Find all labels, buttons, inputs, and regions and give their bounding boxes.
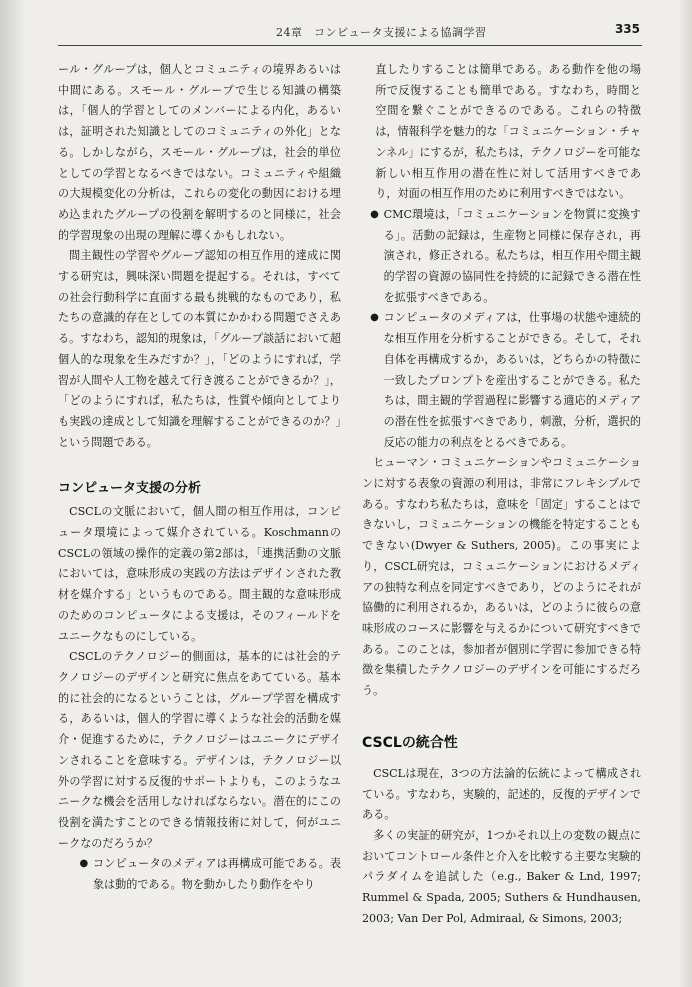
paragraph: 多くの実証的研究が，1つかそれ以上の変数の観点においてコントロール条件と介入を比較する主要な実験的パラダイムを追試した（e.g., Baker & Lnd, 1997; Rummel & Spada, 2005; Suthers & Hundhausen, 2003; Van Der Pol, Admiraal, & Simons, 2003; (362, 828, 641, 925)
paragraph: CSCLのテクノロジー的側面は，基本的には社会的テクノロジーのデザインと研究に焦点をあてている。基本的に社会的になるということは，グループ学習を構成する，あるいは，個人的学習に導くような社会的活動を媒介・促進するために，テクノロジーはユニークにデザインされることを意味する。デザインは，テクノロジー以外の学習に対する反復的サポートよりも，このようなユニークな機会を活用しなければならない。潜在的にこの役割を満たすことのできる情報技術に対して，何がユニークなのだろうか？ (58, 650, 341, 850)
bullet-dot-icon: ● (79, 858, 89, 870)
running-header (58, 22, 640, 44)
bullet-text: コンピュータのメディアは再構成可能である。表象は動的である。物を動かしたり動作をやり (92, 857, 341, 892)
paragraph: ール・グループは，個人とコミュニティの境界あるいは中間にある。スモール・グループで生じる知識の構築は，「個人的学習としてのメンバーによる内化，あるいは，証明された知識としてのコミュニティの外化」となる。しかしながら，スモール・グループは，社会的単位としての学習となるべきではない。コミュニティや組織の大規模変化の分析は，これらの変化の動因における埋め込まれたグループの役割を解明するのと同様に，社会的学習現象の出現の理解に導くかもしれない。 (58, 63, 341, 242)
bullet-item (369, 205, 641, 309)
bullet-item (78, 854, 341, 895)
paragraph: 直したりすることは簡単である。ある動作を他の場所で反復することも簡単である。すなわち，時間と空間を繋ぐことができるのである。これらの特徴は，情報科学を魅力的な「コミュニケーション・チャンネル」にするが，私たちは，テクノロジーを可能な新しい相互作用の潜在性に対して活用すべきであり，対面の相互作用のために利用すべきではない。 (375, 63, 641, 201)
left-column (58, 60, 341, 896)
paragraph: ヒューマン・コミュニケーションやコミュニケーションに対する表象の資源の利用は，非常にフレキシブルである。すなわち私たちは，意味を「固定」することはできないし，コミュニケーションの機能を特定することもできない(Dwyer & Suthers, 2005)。この事実により，CSCL研究は，コミュニケーションにおけるメディアの独特な利点を同定すべきであり，どのようにそれが協働的に利用されるか，あるいは，どのように彼らの意味形成のコースに影響を与えるかについて研究すべきである。このことは，参加者が個別に学習に参加できる特徴を集積したテクノロジーのデザインを可能にするだろう。 (362, 456, 641, 698)
paragraph: 間主観性の学習やグループ認知の相互作用的達成に関する研究は，興味深い問題を提起する。それは，すべての社会行動科学に直面する最も挑戦的なものであり，私たちの意識的存在としての本質にかかわる問題でさえある。すなわち，認知的現象は，「グループ談話において超個人的な現象を生みだすか？」，「どのようにすれば，学習が人間や人工物を越えて行き渡ることができるか？」，「どのようにすれば，私たちは，性質や傾向としてよりも実践の達成として知識を理解することができるのか？」という問題である。 (58, 249, 341, 449)
page-edge-shadow (678, 0, 692, 987)
paragraph: CSCLは現在，3つの方法論的伝統によって構成されている。すなわち，実験的，記述的，反復的デザインである。 (362, 766, 641, 822)
bullet-item (369, 308, 641, 453)
chapter-title: 24章 コンピュータ支援による協調学習 (276, 26, 487, 39)
bullet-text: コンピュータのメディアは，仕事場の状態や連続的な相互作用を分析することができる。そして，それ自体を再構成するか，あるいは，どちらかの特徴に一致したプロンプトを産出することができる。私たちは，間主観的学習過程に影響する適応的メディアの潜在性を拡張すべきであり，刺激，分析，選択的反応の能力の利点をとるべきである。 (383, 311, 641, 449)
bullet-dot-icon: ● (370, 208, 379, 220)
page-gutter-shadow (0, 0, 26, 987)
right-column (362, 60, 641, 929)
bullet-dot-icon: ● (370, 312, 379, 324)
section-heading-cscl-integration: CSCLの統合性 (362, 734, 458, 751)
page-number: 335 (614, 22, 640, 36)
bullet-text: CMC環境は，「コミュニケーションを物質に変換する」。活動の記録は，生産物と同様に保存され，再演され，修正される。私たちは，相互作用や間主観的学習の資源の協同性を持続的に記録できる潜在性を拡張すべきである。 (383, 207, 641, 304)
section-heading-computer-support: コンピュータ支援の分析 (58, 481, 202, 497)
header-rule (58, 45, 642, 46)
paragraph: CSCLの文脈において，個人間の相互作用は，コンピュータ環境によって媒介されている。Koschmannの CSCLの領域の操作的定義の第2部は，「連携活動の文脈においては，意味形成の実践の方法はデザインされた教材を媒介する」というものである。間主観的な意味形成のためのコンピュータによる支援は，そのフィールドをユニークなものにしている。 (58, 505, 341, 643)
